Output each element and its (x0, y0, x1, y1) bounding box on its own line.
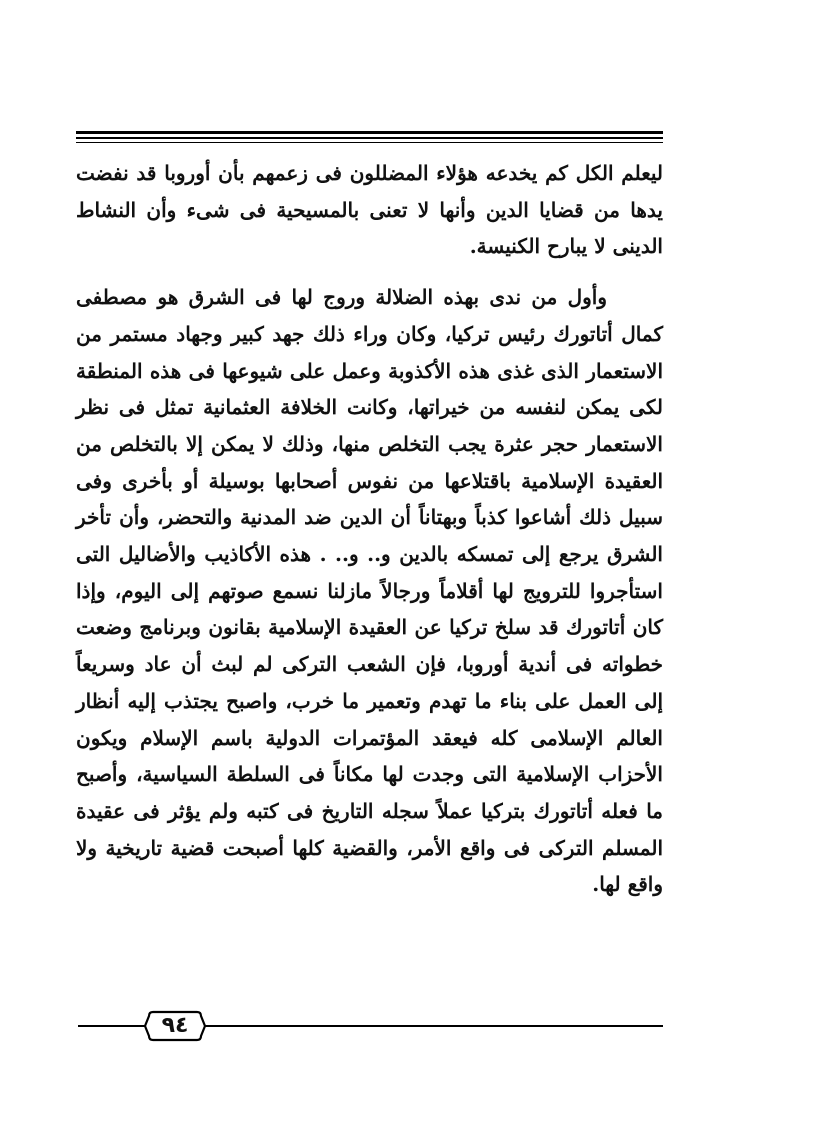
page-number-badge (143, 1006, 207, 1046)
footer-rule-left (78, 1025, 145, 1027)
paragraph-2: وأول من ندى بهذه الضلالة وروج لها فى الشرق هو مصطفى كمال أتاتورك رئيس تركيا، وكان وراء ذلك جهد كبير وجهاد مستمر من الاستعمار الذى غذى هذه الأكذوبة وعمل على شيوعها فى هذه المنطقة لكى يمكن لنفسه من خيراتها، وكانت الخلافة العثمانية تمثل فى نظر الاستعمار حجر عثرة يجب التخلص منها، وذلك لا يمكن إلا بالتخلص من العقيدة الإسلامية باقتلاعها من نفوس أصحابها بوسيلة أو بأخرى وفى سبيل ذلك أشاعوا كذباً وبهتاناً أن الدين ضد المدنية والتحضر، وأن تأخر الشرق يرجع إلى تمسكه بالدين و.. و.. . هذه الأكاذيب والأضاليل التى استأجروا للترويج لها أقلاماً ورجالاً مازلنا نسمع صوتهم إلى اليوم، وإذا كان أتاتورك قد سلخ تركيا عن العقيدة الإسلامية بقانون وبرنامج وضعت خطواته فى أندية أوروبا، فإن الشعب التركى لم لبث أن عاد وسريعاً إلى العمل على بناء ما تهدم وتعمير ما خرب، واصبح يجتذب إليه أنظار العالم الإسلامى كله فيعقد المؤتمرات الدولية باسم الإسلام ويكون الأحزاب الإسلامية التى وجدت لها مكاناً فى السلطة السياسية، وأصبح ما فعله أتاتورك بتركيا عملاً سجله التاريخ فى كتبه ولم يؤثر فى عقيدة المسلم التركى فى واقع الأمر، والقضية كلها أصبحت قضية تاريخية ولا واقع لها. (76, 285, 664, 897)
header-rule-thick (76, 131, 663, 134)
footer-rule-right (205, 1025, 663, 1027)
header-rule-thin (76, 142, 663, 143)
header-rule-middle (76, 137, 663, 139)
paragraph-1: ليعلم الكل كم يخدعه هؤلاء المضللون فى زعمهم بأن أوروبا قد نفضت يدها من قضايا الدين وأنها لا تعنى بالمسيحية فى شىء وأن النشاط الدينى لا يبارح الكنيسة. (76, 161, 663, 259)
page-number: ٩٤ (161, 1013, 189, 1038)
page-body-text (76, 155, 663, 903)
